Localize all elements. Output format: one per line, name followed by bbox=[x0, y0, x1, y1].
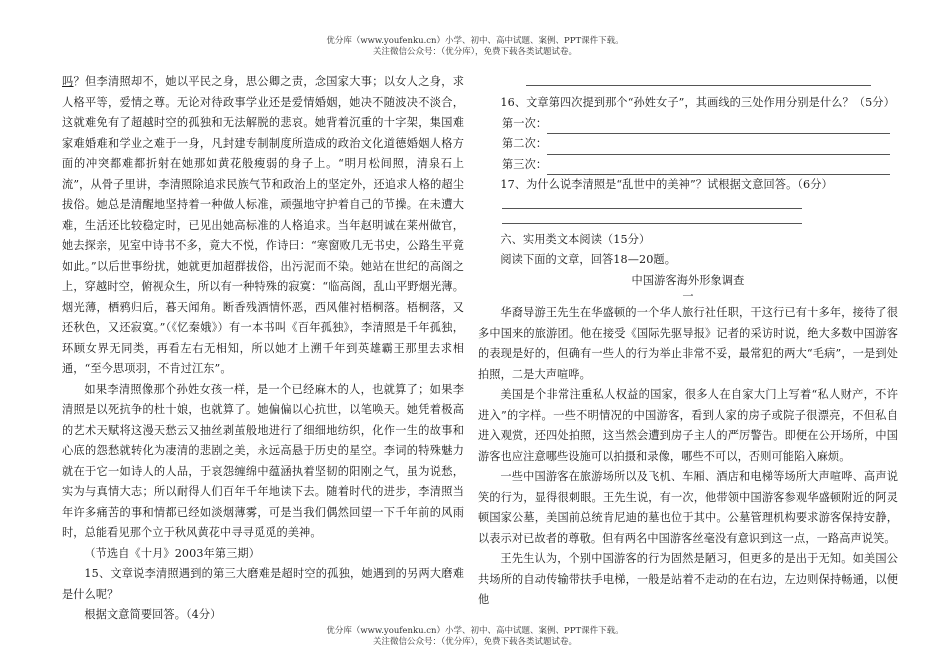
answer-blank-3[interactable] bbox=[547, 160, 890, 175]
section-6-heading: 六、实用类文本阅读（15分） bbox=[500, 232, 651, 246]
header-line-1: 优分库（www.youfenku.cn）小学、初中、高中试题、案例、PPT课件下载。 bbox=[326, 36, 624, 46]
left-column bbox=[62, 72, 464, 626]
underlined-text: 吗 bbox=[62, 75, 74, 88]
answer-row-1[interactable]: 第一次： bbox=[478, 114, 898, 135]
article-paragraph-3: 一些中国游客在旅游场所以及飞机、车厢、酒店和电梯等场所大声喧哗、高声说笑的行为，显得很刺眼。王先生说，有一次，他带领中国游客参观华盛顿附近的阿灵顿国家公墓，美国前总统肯尼迪的墓也位于其中。公墓管理机构要求游客保持安静，以表示对已故者的尊敬。但有两名中国游客丝毫没有意识到这一点，一路高声说笑。 bbox=[478, 470, 898, 545]
question-15: 15、文章说李清照遇到的第三大磨难是超时空的孤独，她遇到的另两大磨难是什么呢？ bbox=[62, 567, 464, 601]
header-line-2: 关注微信公众号：（优分库），免费下载各类试题试卷。 bbox=[372, 47, 577, 57]
article-paragraph-2: 美国是个非常注重私人权益的国家，很多人在自家大门上写着“私人财产，不许进入”的字样。一些不明情况的中国游客，看到人家的房子或院子很漂亮，不但私自进入观赏，还四处拍照，这当然会遭到房子主人的严厉警告。即便在公开场所，中国游客也应注意哪些设施可以拍摄和录像，哪些不可以，否则可能陷入麻烦。 bbox=[478, 388, 898, 463]
footer-line-2: 关注微信公众号：（优分库），免费下载各类试题试卷。 bbox=[372, 637, 577, 647]
page-header bbox=[0, 36, 950, 58]
paragraph-continuation: 吗？但李清照却不，她以平民之身，思公卿之责，念国家大事；以女人之身，求人格平等，爱情之尊。无论对待政事学业还是爱情婚姻，她决不随波决不淡合，这就难免有了超越时空的孤独和无法解脱的悲哀。她背着沉重的十字架，集国难家难婚难和学业之难于一身，凡封建专制制度所造成的政治文化道德婚姻人格方面的冲突都难都折射在她那如黄花般瘦弱的身子上。“明月松间照，清泉石上流”，从骨子里讲，李清照除追求民族气节和政治上的坚定外，还追求人格的超尘拔俗。她总是清醒地坚持着一种做人标准，顽强地守护着自己的节操。在未遭大难，生活还比较稳定时，已见出她高标准的人格追求。当年赵明诚在莱州做官，她去探亲，见室中诗书不多，竟大不悦，作诗曰：“寒窗败几无书史，公路生平竟如此。”以后世事纷扰，她就更加超群拔俗，出污泥而不染。她站在世纪的高阁之上，穿越时空，俯视众生，所以有一种特殊的寂寞：“临高阁，乱山平野烟光薄。烟光薄，栖鸦归后，暮天闻角。断香残酒情怀恶，西风催衬梧桐落。梧桐落，又还秋色，又还寂寞。”（《忆秦娥》）有一本书叫《百年孤独》，李清照是千年孤独，环顾女界无同类，再看左右无相知，所以她才上溯千年到英雄霸王那里去求相通，“至今思项羽，不肯过江东”。 bbox=[62, 75, 464, 375]
paragraph-conclusion: 如果李清照像那个孙姓女孩一样，是一个已经麻木的人，也就算了；如果李清照是以死抗争的杜十娘，也就算了。她偏偏以心抗世，以笔唤天。她凭着极高的艺术天赋将这漫天愁云又抽丝剥茧般地进行了细细地纺织，化作一生的故事和心底的怨愁就转化为凄清的悲剧之美，永远高悬于历史的星空。李词的特殊魅力就在于它一如诗人的人品，于哀怨缠绵中蕴涵执着坚韧的阳刚之气，虽为说愁，实为与真情大志；所以耐得人们百年千年地读下去。随着时代的进步，李清照当年许多痛苦的事和情都已经如淡烟薄雾，可是当我们偶然回望一下千年前的风雨时，总能看见那个立于秋风黄花中寻寻觅觅的美神。 bbox=[62, 382, 464, 539]
answer-blank-2[interactable] bbox=[547, 140, 890, 155]
article-part-number: 一 bbox=[682, 290, 694, 303]
reading-instruction: 阅读下面的文章，回答18—20题。 bbox=[500, 253, 677, 266]
right-column bbox=[478, 72, 898, 611]
page-footer bbox=[0, 626, 950, 648]
question-15-cont: 根据文意简要回答。（4分） bbox=[84, 608, 222, 621]
question-16: 16、文章第四次提到那个“孙姓女子”，其画线的三处作用分别是什么？（5分） bbox=[500, 96, 895, 109]
answer-row-2[interactable]: 第二次： bbox=[478, 134, 898, 155]
article-paragraph-1: 华裔导游王先生在华盛顿的一个华人旅行社任职，干这行已有十多年，接待了很多中国来的旅游团。他在接受《国际先驱导报》记者的采访时说，绝大多数中国游客的表现是好的，但确有一些人的行为举止非常不妥，最常犯的两大“毛病”，一是到处拍照，二是大声喧哗。 bbox=[478, 306, 898, 381]
question-17: 17、为什么说李清照是“乱世中的美神”？试根据文意回答。（6分） bbox=[500, 178, 833, 191]
article-paragraph-4: 王先生认为，个别中国游客的行为固然是陋习，但更多的是出于无知。如美国公共场所的自动传输带扶手电梯，一般是站着不走动的在右边，左边则保持畅通，以便他 bbox=[478, 552, 898, 606]
article-title: 中国游客海外形象调查 bbox=[631, 273, 745, 287]
source-citation: （节选自《十月》2003年第三期） bbox=[84, 546, 261, 560]
footer-line-1: 优分库（www.youfenku.cn）小学、初中、高中试题、案例、PPT课件下载。 bbox=[326, 626, 624, 636]
answer-blank-1[interactable] bbox=[547, 119, 890, 134]
answer-row-3[interactable]: 第三次： bbox=[478, 155, 898, 176]
